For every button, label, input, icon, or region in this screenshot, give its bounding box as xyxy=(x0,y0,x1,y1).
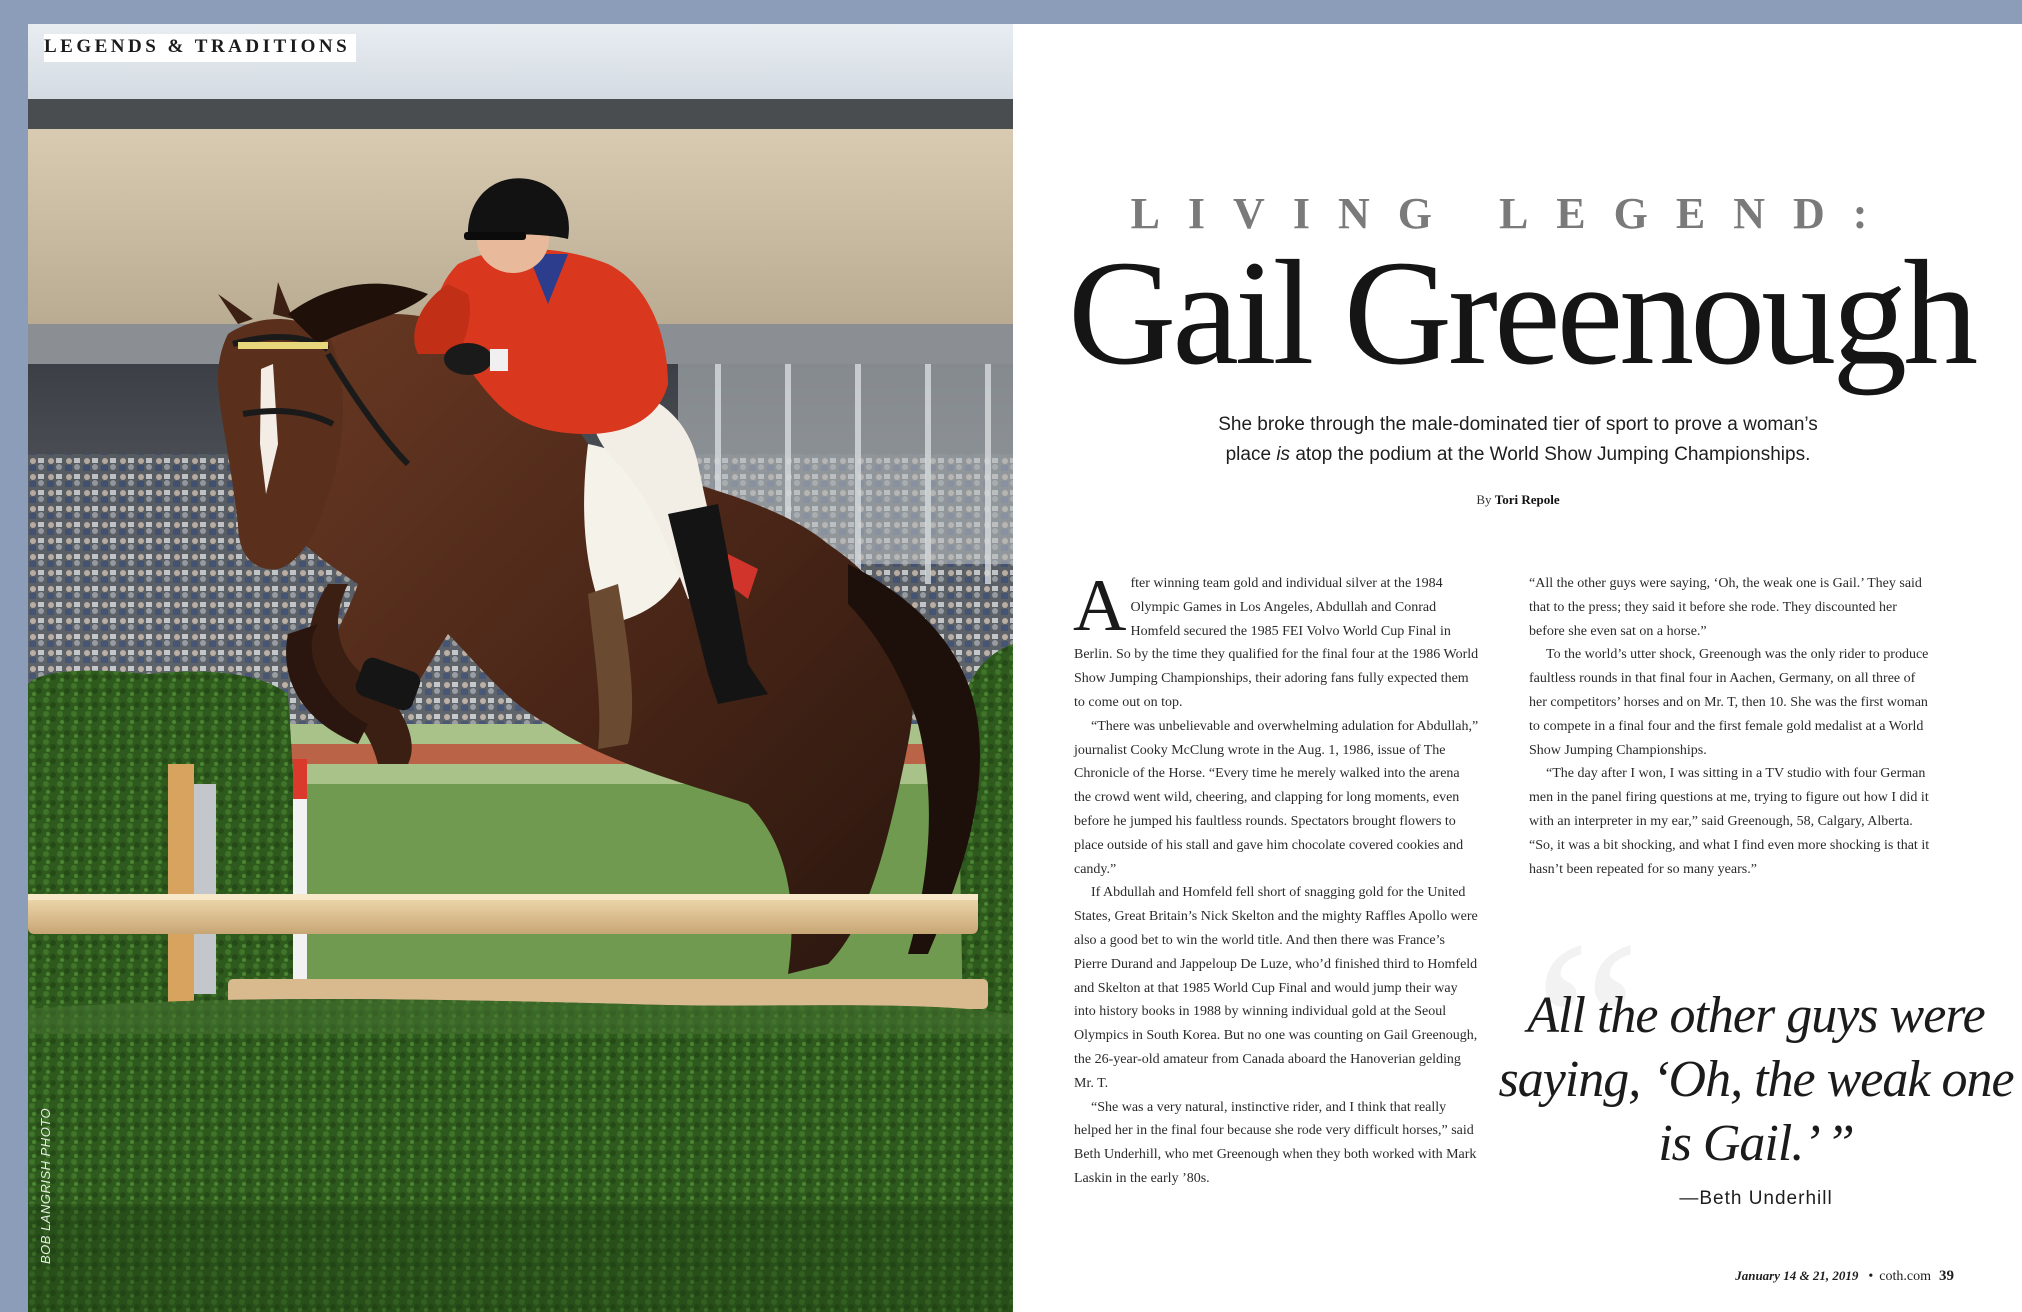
body-column-left xyxy=(1073,565,1479,1191)
body-paragraph: “The day after I won, I was sitting in a TV studio with four German men in the panel firing questions at me, trying to figure out how I did it with an interpreter in my ear,” said Greenough, 58, Calgary, Alberta. “So, it was a bit shocking, and what I find even more shocking is that it hasn’t been repeated for so many years.” xyxy=(1529,766,1930,877)
photo-credit: BOB LANGRISH PHOTO xyxy=(38,1107,53,1264)
dek-line-1: She broke through the male-dominated tier of sport to prove a woman’s xyxy=(1218,414,1818,435)
decorative-quote-mark-icon: “ xyxy=(1534,891,1641,1157)
body-column-right xyxy=(1529,572,1934,881)
pull-quote-attribution: —Beth Underhill xyxy=(1679,1188,1833,1209)
magazine-spread xyxy=(28,24,2022,1312)
body-paragraph-text: fter winning team gold and individual silver at the 1984 Olympic Games in Los Angeles, Abdullah and Conrad Homfeld secured the 1985 FEI Volvo World Cup Final in Berlin. So by the time they qualified for the final four at the 1986 World Show Jumping Championships, their adoring fans fully expected them to come out on top. xyxy=(1074,576,1479,710)
page-folio xyxy=(1735,1268,1954,1285)
website: coth.com xyxy=(1879,1269,1931,1284)
body-paragraph: To the world’s utter shock, Greenough was the only rider to produce faultless rounds in that final four in Aachen, Germany, on all three of her competitors’ horses and on Mr. T, then 10. She was the first woman to compete in a final four and the first female gold medalist at a World Show Jumping Championships. xyxy=(1529,647,1929,758)
byline-author: Tori Repole xyxy=(1494,492,1560,507)
hero-photo xyxy=(28,24,1013,1312)
pull-quote: All the other guys were saying, ‘Oh, the weak one is Gail.’ ” xyxy=(1498,987,2014,1172)
folio-bullet: • xyxy=(1868,1269,1874,1284)
body-paragraph: “There was unbelievable and overwhelming adulation for Abdullah,” journalist Cooky McClung wrote in the Aug. 1, 1986, issue of The Chronicle of the Horse. “Every time he merely walked into the arena the crowd went wild, cheering, and clapping for long moments, even before he jumped his faultless rounds. Spectators brought flowers to place outside of his stall and gave him chocolate covered cookies and candy.” xyxy=(1074,718,1479,877)
headline-kicker: LIVING LEGEND: xyxy=(1130,189,1896,238)
section-label: LEGENDS & TRADITIONS xyxy=(44,34,356,62)
dek-emphasis: is xyxy=(1276,444,1291,465)
body-paragraph xyxy=(1073,565,1479,715)
body-paragraph: If Abdullah and Homfeld fell short of snagging gold for the United States, Great Britain’s Nick Skelton and the mighty Raffles Apollo were also a good bet to win the world title. And then there was France’s Pierre Durand and Jappeloup De Luze, who’d finished third to Homfeld and Skelton at that 1985 World Cup Final and would jump their way into history books in 1988 by winning individual gold at the Seoul Olympics in South Korea. But no one was counting on Gail Greenough, the 26-year-old amateur from Canada aboard the Hanoverian gelding Mr. T. xyxy=(1074,885,1478,1091)
drop-cap: A xyxy=(1073,565,1127,647)
body-paragraph: “She was a very natural, instinctive rider, and I think that really helped her in the final four because she rode very difficult horses,” said Beth Underhill, who met Greenough when they both worked with Mark Laskin in the early ’80s. xyxy=(1074,1099,1477,1186)
issue-date: January 14 & 21, 2019 xyxy=(1735,1268,1859,1283)
headline: Gail Greenough xyxy=(1068,230,1975,396)
byline xyxy=(1118,492,1918,508)
show-jumping-photo xyxy=(28,24,1013,1312)
byline-prefix: By xyxy=(1476,492,1492,507)
dek-line-2-end: atop the podium at the World Show Jumping Championships. xyxy=(1290,444,1811,465)
dek xyxy=(1118,410,1918,470)
dek-line-2-start: place xyxy=(1225,444,1277,465)
page-number: 39 xyxy=(1939,1268,1954,1284)
body-paragraph: “All the other guys were saying, ‘Oh, the weak one is Gail.’ They said that to the press; they said it before she rode. They discounted her before she even sat on a horse.” xyxy=(1529,576,1922,639)
